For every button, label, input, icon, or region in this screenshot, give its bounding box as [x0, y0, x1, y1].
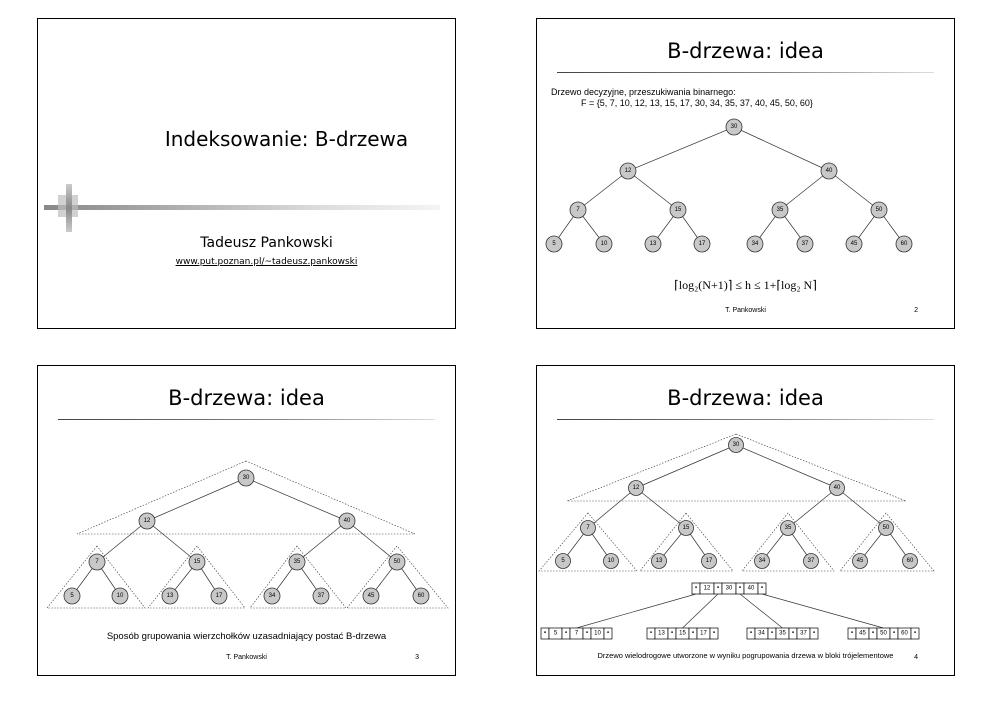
svg-text:30: 30: [730, 124, 738, 130]
tree-node: [804, 554, 819, 569]
author-name: Tadeusz Pankowski: [200, 235, 333, 251]
tree-edge: [734, 127, 829, 171]
pointer-arrow: [577, 594, 697, 628]
tree-edge: [297, 521, 347, 562]
svg-text:12: 12: [143, 518, 151, 524]
page-number: 3: [415, 654, 419, 661]
tree-node: [903, 554, 918, 569]
pointer-icon: •: [564, 630, 568, 637]
block-key: 12: [703, 585, 711, 592]
slide-title: B-drzewa: idea: [667, 386, 824, 410]
footer-author: T. Pankowski: [725, 307, 766, 314]
btree-block: [692, 583, 766, 594]
tree-node: [896, 236, 912, 252]
tree-node: [620, 163, 636, 179]
tree-edge: [636, 445, 736, 488]
svg-text:10: 10: [116, 593, 124, 599]
svg-text:7: 7: [576, 207, 580, 213]
tree-node: [629, 481, 644, 496]
tree-node: [781, 521, 796, 536]
tree-node: [112, 588, 128, 604]
block-key: 7: [574, 630, 579, 637]
slide-4: [536, 365, 955, 676]
svg-text:35: 35: [784, 525, 792, 531]
pointer-icon: •: [694, 585, 698, 592]
tree-node: [726, 119, 742, 135]
svg-text:35: 35: [776, 207, 784, 213]
svg-text:5: 5: [552, 241, 556, 247]
btree-block: [747, 628, 818, 639]
pointer-icon: •: [716, 585, 720, 592]
tree-node: [581, 521, 596, 536]
block-key: 5: [553, 630, 558, 637]
tree-edge: [636, 488, 686, 528]
tree-node: [821, 163, 837, 179]
pointer-icon: •: [760, 585, 764, 592]
svg-text:10: 10: [600, 241, 608, 247]
tree-node: [846, 236, 862, 252]
slide-caption: Drzewo wielodrogowe utworzone w wyniku pogrupowania drzewa w bloki trójelementowe: [597, 651, 894, 660]
slide-title: B-drzewa: idea: [168, 386, 325, 410]
pointer-arrow: [762, 594, 884, 628]
tree-node: [729, 438, 744, 453]
tree-node: [772, 202, 788, 218]
pointer-icon: •: [670, 630, 674, 637]
tree-edge: [829, 171, 879, 210]
svg-text:35: 35: [293, 559, 301, 565]
tree-node: [694, 236, 710, 252]
tree-node: [389, 554, 405, 570]
pointer-icon: •: [606, 630, 610, 637]
svg-text:7: 7: [586, 525, 590, 531]
tree-node: [645, 236, 661, 252]
svg-text:12: 12: [624, 168, 632, 174]
pointer-icon: •: [913, 630, 917, 637]
tree-node: [162, 588, 178, 604]
tree-edge: [347, 521, 397, 562]
block-key: 60: [901, 630, 908, 637]
pointer-arrow: [740, 594, 783, 628]
tree-edge: [147, 478, 246, 521]
svg-text:5: 5: [561, 558, 565, 564]
svg-text:17: 17: [215, 593, 223, 599]
svg-text:17: 17: [698, 241, 706, 247]
tree-node: [89, 554, 105, 570]
tree-node: [596, 236, 612, 252]
author-url-link[interactable]: www.put.poznan.pl/~tadeusz.pankowski: [175, 257, 358, 267]
intro-text: Drzewo decyzyjne, przeszukiwania binarnego:: [551, 87, 736, 97]
svg-text:15: 15: [682, 525, 690, 531]
grouped-binary-tree: [38, 366, 456, 676]
tree-edge: [628, 171, 678, 210]
svg-text:60: 60: [906, 558, 914, 564]
tree-edge: [97, 521, 147, 562]
svg-text:50: 50: [393, 559, 401, 565]
pointer-icon: •: [871, 630, 875, 637]
tree-edge: [246, 478, 347, 521]
pointer-icon: •: [585, 630, 589, 637]
tree-node: [546, 236, 562, 252]
tree-node: [853, 554, 868, 569]
tree-edge: [736, 445, 837, 488]
svg-text:13: 13: [649, 241, 657, 247]
svg-text:45: 45: [856, 558, 864, 564]
svg-text:13: 13: [166, 593, 174, 599]
tree-edge: [147, 521, 197, 562]
tree-node: [604, 554, 619, 569]
tree-edge: [780, 171, 829, 210]
svg-text:7: 7: [95, 559, 99, 565]
tree-node: [339, 513, 355, 529]
tree-node: [139, 513, 155, 529]
tree-node: [556, 554, 571, 569]
tree-node: [747, 236, 763, 252]
svg-text:50: 50: [882, 525, 890, 531]
svg-text:60: 60: [417, 593, 425, 599]
svg-text:13: 13: [655, 558, 663, 564]
btree-block: [647, 628, 718, 639]
tree-node: [413, 588, 429, 604]
block-key: 10: [594, 630, 601, 637]
block-key: 35: [779, 630, 786, 637]
pointer-arrow: [683, 594, 719, 628]
svg-text:15: 15: [193, 559, 201, 565]
tree-node: [871, 202, 887, 218]
pointer-icon: •: [543, 630, 547, 637]
tree-edge: [628, 127, 734, 171]
height-formula: ⌈log₂(N+1)⌉ ≤ h ≤ 1+⌈log₂ N⌉: [674, 278, 817, 292]
tree-node: [264, 588, 280, 604]
svg-text:5: 5: [70, 593, 74, 599]
svg-text:37: 37: [317, 593, 325, 599]
tree-edge: [578, 171, 628, 210]
btree-block: [541, 628, 612, 639]
svg-text:40: 40: [343, 518, 351, 524]
tree-node: [313, 588, 329, 604]
tree-edge: [588, 488, 636, 528]
pointer-icon: •: [712, 630, 716, 637]
block-key: 50: [880, 630, 887, 637]
tree-node: [64, 588, 80, 604]
svg-text:40: 40: [825, 168, 833, 174]
tree-node: [830, 481, 845, 496]
tree-node: [238, 470, 254, 486]
svg-text:10: 10: [607, 558, 615, 564]
tree-node: [755, 554, 770, 569]
block-key: 30: [725, 585, 733, 592]
tree-node: [652, 554, 667, 569]
slide-3: [37, 365, 456, 676]
tree-node: [211, 588, 227, 604]
slide-caption: Sposób grupowania wierzchołków uzasadniający postać B-drzewa: [106, 631, 387, 642]
block-key: 17: [700, 630, 707, 637]
svg-text:12: 12: [632, 485, 640, 491]
pointer-icon: •: [738, 585, 742, 592]
block-key: 45: [859, 630, 866, 637]
tree-node: [797, 236, 813, 252]
svg-text:34: 34: [751, 241, 759, 247]
block-key: 15: [679, 630, 686, 637]
svg-text:34: 34: [758, 558, 766, 564]
tree-node: [289, 554, 305, 570]
svg-text:15: 15: [674, 207, 682, 213]
svg-text:45: 45: [850, 241, 858, 247]
page-number: 4: [914, 654, 918, 661]
btree-block: [848, 628, 919, 639]
pointer-icon: •: [691, 630, 695, 637]
tree-edge: [788, 488, 837, 528]
block-key: 13: [658, 630, 665, 637]
svg-text:45: 45: [367, 593, 375, 599]
slide-title: Indeksowanie: B-drzewa: [164, 127, 409, 151]
tree-node: [879, 521, 894, 536]
set-definition: F = {5, 7, 10, 12, 13, 15, 17, 30, 34, 35, 37, 40, 45, 50, 60}: [581, 98, 813, 108]
pointer-icon: •: [649, 630, 653, 637]
slide-title: B-drzewa: idea: [667, 39, 824, 63]
tree-node: [670, 202, 686, 218]
tree-node: [189, 554, 205, 570]
footer-author: T. Pankowski: [226, 654, 267, 661]
tree-edge: [837, 488, 886, 528]
pointer-icon: •: [770, 630, 774, 637]
pointer-icon: •: [749, 630, 753, 637]
block-key: 34: [758, 630, 765, 637]
tree-node: [570, 202, 586, 218]
pointer-icon: •: [812, 630, 816, 637]
svg-text:37: 37: [807, 558, 815, 564]
svg-text:60: 60: [900, 241, 908, 247]
decorative-vertical-bar: [66, 184, 72, 232]
svg-text:37: 37: [801, 241, 809, 247]
slide-1: [37, 18, 456, 329]
page-number: 2: [914, 307, 918, 314]
multiway-tree: [537, 366, 955, 676]
decorative-bar: [44, 205, 440, 210]
block-key: 40: [747, 585, 755, 592]
pointer-icon: •: [850, 630, 854, 637]
pointer-icon: •: [892, 630, 896, 637]
svg-text:34: 34: [268, 593, 276, 599]
tree-node: [702, 554, 717, 569]
svg-text:50: 50: [875, 207, 883, 213]
svg-text:40: 40: [833, 485, 841, 491]
tree-node: [363, 588, 379, 604]
svg-text:30: 30: [242, 475, 250, 481]
svg-text:17: 17: [705, 558, 713, 564]
pointer-icon: •: [791, 630, 795, 637]
slide-2: [536, 18, 955, 329]
block-key: 37: [800, 630, 807, 637]
svg-text:30: 30: [732, 442, 740, 448]
tree-node: [679, 521, 694, 536]
